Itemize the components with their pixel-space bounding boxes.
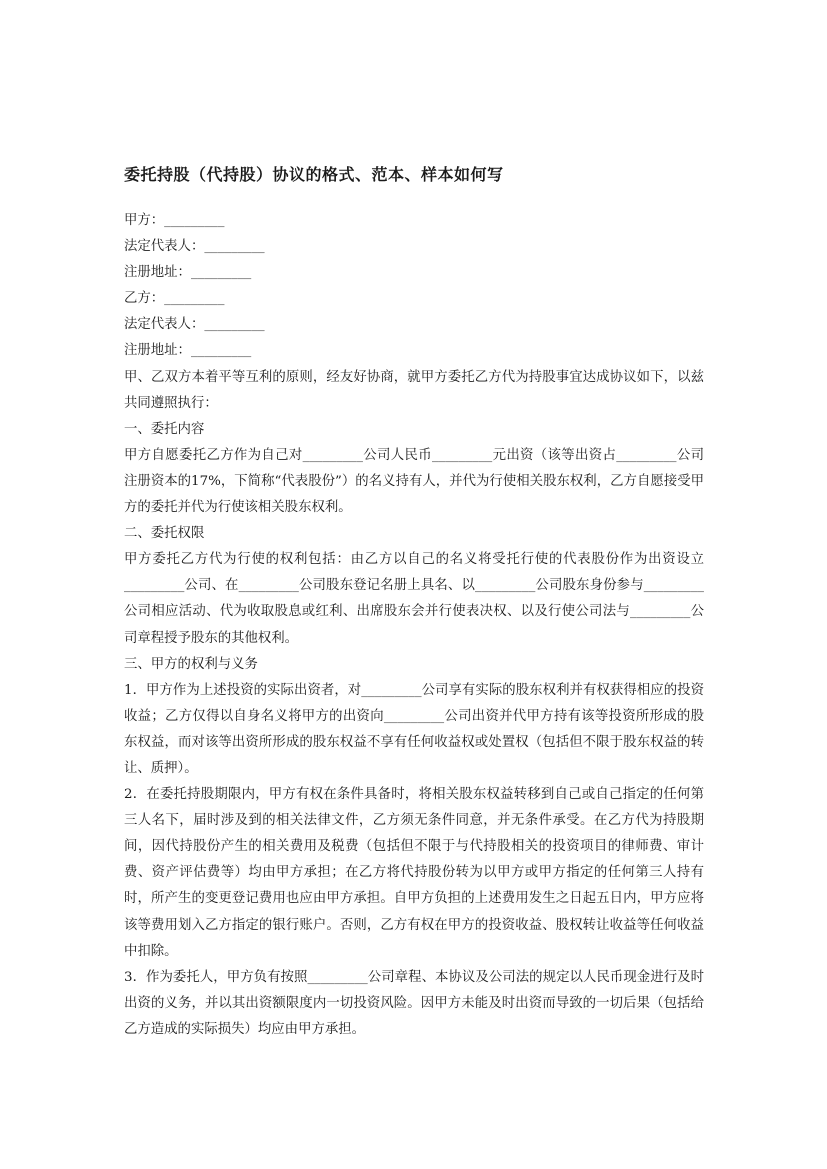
clause-paragraph: 2．在委托持股期限内，甲方有权在条件具备时，将相关股东权益转移到自己或自己指定的任何第三人名下，届时涉及到的相关法律文件，乙方须无条件同意，并无条件承受。在乙方代为持股期间，因代持股份产生的相关费用及税费（包括但不限于与代持股相关的投资项目的律师费、审计费、资产评估费等）均由甲方承担；在乙方将代持股份转为以甲方或甲方指定的任何第三人持有时，所产生的变更登记费用也应由甲方承担。自甲方负担的上述费用发生之日起五日内，甲方应将该等费用划入乙方指定的银行账户。否则，乙方有权在甲方的投资收益、股权转让收益等任何收益中扣除。 (124, 787, 704, 959)
document-body (124, 208, 704, 1043)
section-heading: 一、委托内容 (124, 421, 205, 437)
party-b-line: 乙方：_________ (124, 291, 225, 307)
section-heading: 三、甲方的权利与义务 (124, 656, 258, 672)
clause-paragraph: 1．甲方作为上述投资的实际出资者，对_________公司享有实际的股东权利并有权获得相应的投资收益；乙方仅得以自身名义将甲方的出资向_________公司出资并代甲方持有该等投资所形成的股东权益，而对该等出资所形成的股东权益不享有任何收益权或处置权（包括但不限于股东权益的转让、质押）。 (124, 682, 704, 776)
preamble-paragraph: 甲、乙双方本着平等互利的原则，经友好协商，就甲方委托乙方代为持股事宜达成协议如下，以兹共同遵照执行： (124, 369, 704, 411)
party-a-representative-line: 法定代表人：_________ (124, 239, 265, 255)
section-paragraph: 甲方自愿委托乙方作为自己对_________公司人民币_________元出资（该等出资占_________公司注册资本的17%，下简称“代表股份”）的名义持有人，并代为行使相关股东权利，乙方自愿接受甲方的委托并代为行使该相关股东权利。 (124, 447, 704, 516)
document-title: 委托持股（代持股）协议的格式、范本、样本如何写 (124, 165, 504, 184)
section-heading: 二、委托权限 (124, 526, 205, 542)
party-b-address-line: 注册地址：_________ (124, 343, 252, 359)
section-paragraph: 甲方委托乙方代为行使的权利包括：由乙方以自己的名义将受托行使的代表股份作为出资设立_________公司、在_________公司股东登记名册上具名、以_________公司股东身份参与_________公司相应活动、代为收取股息或红利、出席股东会并行使表决权、以及行使公司法与_________公司章程授予股东的其他权利。 (124, 552, 704, 646)
party-a-line: 甲方：_________ (124, 213, 225, 228)
party-a-address-line: 注册地址：_________ (124, 265, 252, 281)
clause-paragraph: 3．作为委托人，甲方负有按照_________公司章程、本协议及公司法的规定以人民币现金进行及时出资的义务，并以其出资额限度内一切投资风险。因甲方未能及时出资而导致的一切后果（包括给乙方造成的实际损失）均应由甲方承担。 (124, 969, 704, 1037)
party-b-representative-line: 法定代表人：_________ (124, 317, 265, 333)
